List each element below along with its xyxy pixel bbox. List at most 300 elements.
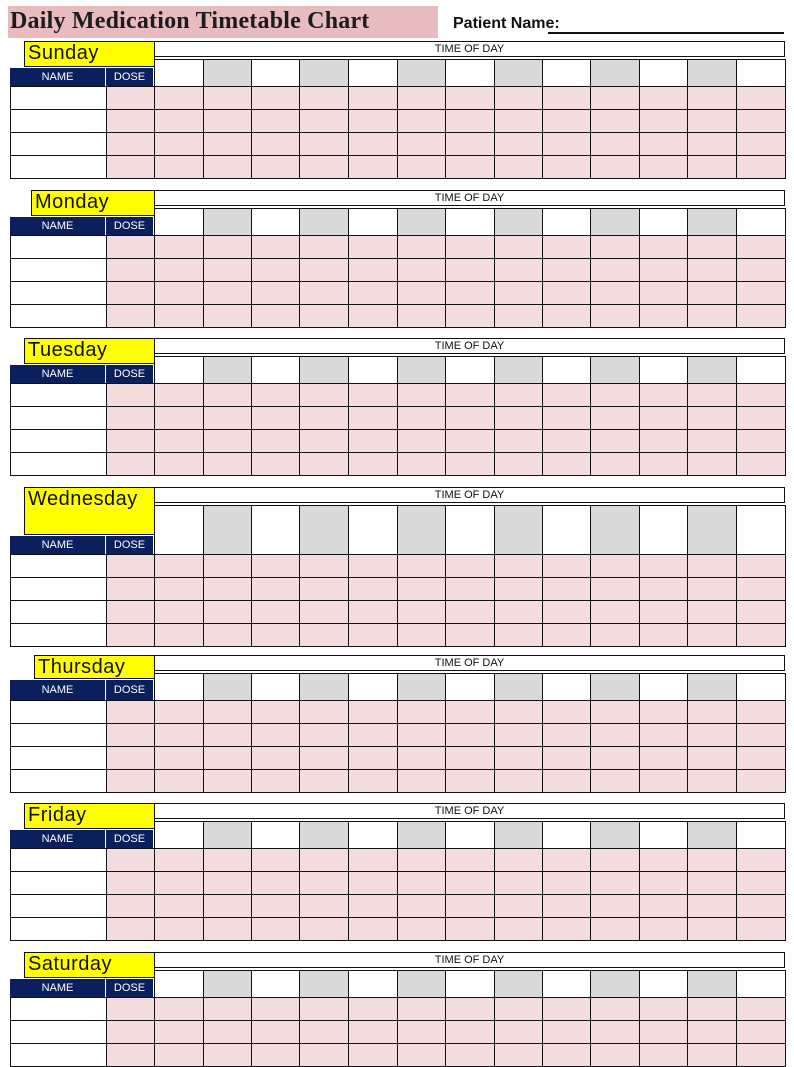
medication-time-cell[interactable] (251, 600, 300, 624)
medication-time-cell[interactable] (445, 554, 495, 578)
time-slot-cell[interactable] (639, 208, 688, 236)
medication-dose-cell[interactable] (106, 429, 155, 453)
medication-name-cell[interactable] (10, 623, 107, 647)
medication-time-cell[interactable] (590, 109, 640, 133)
medication-time-cell[interactable] (154, 109, 204, 133)
time-slot-cell[interactable] (687, 673, 737, 701)
time-slot-cell[interactable] (154, 59, 204, 87)
medication-time-cell[interactable] (203, 235, 252, 259)
medication-time-cell[interactable] (590, 281, 640, 305)
medication-name-cell[interactable] (10, 1020, 107, 1044)
medication-time-cell[interactable] (251, 1020, 300, 1044)
medication-time-cell[interactable] (687, 281, 737, 305)
time-slot-cell[interactable] (736, 821, 786, 849)
time-slot-cell[interactable] (397, 59, 446, 87)
medication-time-cell[interactable] (397, 281, 446, 305)
medication-time-cell[interactable] (445, 109, 495, 133)
medication-time-cell[interactable] (299, 600, 349, 624)
time-slot-cell[interactable] (397, 356, 446, 384)
time-slot-cell[interactable] (251, 673, 300, 701)
medication-time-cell[interactable] (299, 258, 349, 282)
medication-time-cell[interactable] (494, 917, 543, 941)
medication-time-cell[interactable] (590, 871, 640, 895)
time-slot-cell[interactable] (445, 970, 495, 998)
time-slot-cell[interactable] (639, 970, 688, 998)
medication-dose-cell[interactable] (106, 406, 155, 430)
medication-time-cell[interactable] (542, 452, 591, 476)
medication-time-cell[interactable] (154, 746, 204, 770)
medication-time-cell[interactable] (687, 848, 737, 872)
medication-time-cell[interactable] (639, 600, 688, 624)
time-slot-cell[interactable] (687, 821, 737, 849)
medication-time-cell[interactable] (736, 577, 786, 601)
medication-time-cell[interactable] (639, 383, 688, 407)
time-slot-cell[interactable] (590, 356, 640, 384)
medication-time-cell[interactable] (445, 1043, 495, 1067)
medication-time-cell[interactable] (736, 554, 786, 578)
medication-time-cell[interactable] (736, 1043, 786, 1067)
medication-time-cell[interactable] (299, 281, 349, 305)
medication-time-cell[interactable] (348, 452, 398, 476)
time-slot-cell[interactable] (736, 970, 786, 998)
time-slot-cell[interactable] (348, 59, 398, 87)
medication-time-cell[interactable] (639, 235, 688, 259)
medication-time-cell[interactable] (542, 871, 591, 895)
medication-time-cell[interactable] (397, 623, 446, 647)
medication-time-cell[interactable] (203, 383, 252, 407)
time-slot-cell[interactable] (251, 505, 300, 555)
medication-time-cell[interactable] (639, 577, 688, 601)
medication-time-cell[interactable] (397, 155, 446, 179)
medication-time-cell[interactable] (494, 452, 543, 476)
medication-time-cell[interactable] (445, 304, 495, 328)
medication-time-cell[interactable] (299, 132, 349, 156)
time-slot-cell[interactable] (154, 673, 204, 701)
medication-time-cell[interactable] (687, 155, 737, 179)
medication-time-cell[interactable] (154, 554, 204, 578)
medication-time-cell[interactable] (445, 86, 495, 110)
medication-time-cell[interactable] (397, 452, 446, 476)
medication-time-cell[interactable] (639, 554, 688, 578)
medication-time-cell[interactable] (590, 258, 640, 282)
medication-time-cell[interactable] (251, 406, 300, 430)
medication-time-cell[interactable] (590, 700, 640, 724)
medication-dose-cell[interactable] (106, 109, 155, 133)
medication-time-cell[interactable] (687, 132, 737, 156)
medication-time-cell[interactable] (445, 1020, 495, 1044)
medication-time-cell[interactable] (445, 429, 495, 453)
medication-time-cell[interactable] (154, 700, 204, 724)
medication-time-cell[interactable] (445, 281, 495, 305)
time-slot-cell[interactable] (154, 356, 204, 384)
medication-name-cell[interactable] (10, 997, 107, 1021)
medication-dose-cell[interactable] (106, 769, 155, 793)
medication-time-cell[interactable] (203, 997, 252, 1021)
medication-time-cell[interactable] (590, 894, 640, 918)
medication-time-cell[interactable] (251, 848, 300, 872)
medication-name-cell[interactable] (10, 155, 107, 179)
medication-time-cell[interactable] (251, 746, 300, 770)
time-slot-cell[interactable] (445, 505, 495, 555)
medication-time-cell[interactable] (736, 155, 786, 179)
medication-time-cell[interactable] (299, 746, 349, 770)
medication-time-cell[interactable] (590, 623, 640, 647)
medication-time-cell[interactable] (154, 281, 204, 305)
medication-dose-cell[interactable] (106, 1020, 155, 1044)
medication-time-cell[interactable] (736, 997, 786, 1021)
medication-time-cell[interactable] (445, 577, 495, 601)
medication-time-cell[interactable] (736, 623, 786, 647)
medication-time-cell[interactable] (639, 452, 688, 476)
medication-time-cell[interactable] (590, 235, 640, 259)
medication-time-cell[interactable] (736, 429, 786, 453)
medication-time-cell[interactable] (687, 746, 737, 770)
medication-time-cell[interactable] (445, 600, 495, 624)
medication-time-cell[interactable] (542, 600, 591, 624)
medication-time-cell[interactable] (445, 235, 495, 259)
medication-time-cell[interactable] (590, 746, 640, 770)
medication-time-cell[interactable] (154, 848, 204, 872)
medication-dose-cell[interactable] (106, 235, 155, 259)
medication-time-cell[interactable] (397, 997, 446, 1021)
medication-time-cell[interactable] (494, 406, 543, 430)
medication-time-cell[interactable] (494, 997, 543, 1021)
medication-time-cell[interactable] (494, 109, 543, 133)
medication-time-cell[interactable] (590, 132, 640, 156)
medication-time-cell[interactable] (348, 155, 398, 179)
time-slot-cell[interactable] (251, 208, 300, 236)
medication-time-cell[interactable] (397, 894, 446, 918)
medication-time-cell[interactable] (299, 86, 349, 110)
medication-dose-cell[interactable] (106, 155, 155, 179)
time-slot-cell[interactable] (445, 356, 495, 384)
time-slot-cell[interactable] (445, 673, 495, 701)
medication-time-cell[interactable] (736, 281, 786, 305)
medication-time-cell[interactable] (203, 700, 252, 724)
medication-time-cell[interactable] (494, 1043, 543, 1067)
medication-time-cell[interactable] (494, 235, 543, 259)
medication-time-cell[interactable] (154, 623, 204, 647)
time-slot-cell[interactable] (445, 208, 495, 236)
medication-name-cell[interactable] (10, 600, 107, 624)
medication-time-cell[interactable] (154, 383, 204, 407)
medication-time-cell[interactable] (348, 554, 398, 578)
medication-time-cell[interactable] (687, 406, 737, 430)
medication-time-cell[interactable] (154, 769, 204, 793)
medication-time-cell[interactable] (687, 235, 737, 259)
medication-time-cell[interactable] (590, 406, 640, 430)
medication-name-cell[interactable] (10, 109, 107, 133)
medication-time-cell[interactable] (494, 700, 543, 724)
medication-time-cell[interactable] (251, 86, 300, 110)
medication-time-cell[interactable] (542, 769, 591, 793)
medication-time-cell[interactable] (494, 746, 543, 770)
medication-time-cell[interactable] (203, 871, 252, 895)
medication-time-cell[interactable] (251, 997, 300, 1021)
medication-time-cell[interactable] (154, 871, 204, 895)
medication-time-cell[interactable] (348, 997, 398, 1021)
medication-name-cell[interactable] (10, 848, 107, 872)
medication-time-cell[interactable] (203, 281, 252, 305)
medication-time-cell[interactable] (348, 623, 398, 647)
medication-time-cell[interactable] (445, 997, 495, 1021)
medication-time-cell[interactable] (154, 258, 204, 282)
medication-time-cell[interactable] (251, 769, 300, 793)
medication-time-cell[interactable] (687, 871, 737, 895)
time-slot-cell[interactable] (542, 356, 591, 384)
medication-time-cell[interactable] (542, 109, 591, 133)
medication-time-cell[interactable] (154, 917, 204, 941)
time-slot-cell[interactable] (542, 505, 591, 555)
medication-name-cell[interactable] (10, 577, 107, 601)
medication-time-cell[interactable] (736, 769, 786, 793)
medication-time-cell[interactable] (445, 917, 495, 941)
medication-time-cell[interactable] (494, 723, 543, 747)
medication-time-cell[interactable] (154, 723, 204, 747)
medication-time-cell[interactable] (736, 109, 786, 133)
time-slot-cell[interactable] (687, 59, 737, 87)
medication-time-cell[interactable] (251, 871, 300, 895)
medication-name-cell[interactable] (10, 1043, 107, 1067)
time-slot-cell[interactable] (687, 970, 737, 998)
medication-time-cell[interactable] (687, 600, 737, 624)
time-slot-cell[interactable] (251, 59, 300, 87)
medication-time-cell[interactable] (590, 997, 640, 1021)
medication-time-cell[interactable] (348, 871, 398, 895)
medication-time-cell[interactable] (687, 452, 737, 476)
medication-time-cell[interactable] (348, 109, 398, 133)
medication-name-cell[interactable] (10, 132, 107, 156)
medication-time-cell[interactable] (348, 746, 398, 770)
time-slot-cell[interactable] (299, 821, 349, 849)
medication-time-cell[interactable] (348, 132, 398, 156)
medication-time-cell[interactable] (203, 132, 252, 156)
medication-name-cell[interactable] (10, 452, 107, 476)
medication-name-cell[interactable] (10, 235, 107, 259)
medication-time-cell[interactable] (203, 304, 252, 328)
time-slot-cell[interactable] (590, 970, 640, 998)
medication-time-cell[interactable] (736, 304, 786, 328)
medication-time-cell[interactable] (687, 917, 737, 941)
medication-dose-cell[interactable] (106, 871, 155, 895)
time-slot-cell[interactable] (494, 208, 543, 236)
medication-time-cell[interactable] (397, 109, 446, 133)
medication-time-cell[interactable] (542, 155, 591, 179)
medication-time-cell[interactable] (494, 429, 543, 453)
medication-time-cell[interactable] (542, 700, 591, 724)
time-slot-cell[interactable] (203, 356, 252, 384)
time-slot-cell[interactable] (397, 673, 446, 701)
medication-time-cell[interactable] (736, 871, 786, 895)
time-slot-cell[interactable] (299, 673, 349, 701)
medication-time-cell[interactable] (203, 1020, 252, 1044)
medication-time-cell[interactable] (590, 917, 640, 941)
medication-time-cell[interactable] (251, 917, 300, 941)
medication-time-cell[interactable] (203, 848, 252, 872)
medication-time-cell[interactable] (494, 155, 543, 179)
medication-time-cell[interactable] (639, 406, 688, 430)
medication-time-cell[interactable] (203, 894, 252, 918)
medication-time-cell[interactable] (542, 1020, 591, 1044)
medication-time-cell[interactable] (251, 700, 300, 724)
medication-time-cell[interactable] (445, 700, 495, 724)
medication-time-cell[interactable] (299, 1043, 349, 1067)
medication-time-cell[interactable] (590, 452, 640, 476)
medication-time-cell[interactable] (203, 623, 252, 647)
medication-name-cell[interactable] (10, 304, 107, 328)
time-slot-cell[interactable] (251, 356, 300, 384)
medication-time-cell[interactable] (251, 894, 300, 918)
medication-time-cell[interactable] (445, 132, 495, 156)
medication-name-cell[interactable] (10, 746, 107, 770)
medication-time-cell[interactable] (687, 258, 737, 282)
medication-time-cell[interactable] (494, 281, 543, 305)
medication-time-cell[interactable] (251, 623, 300, 647)
time-slot-cell[interactable] (445, 59, 495, 87)
medication-dose-cell[interactable] (106, 304, 155, 328)
medication-time-cell[interactable] (203, 746, 252, 770)
medication-time-cell[interactable] (397, 848, 446, 872)
medication-time-cell[interactable] (299, 723, 349, 747)
medication-time-cell[interactable] (299, 1020, 349, 1044)
medication-dose-cell[interactable] (106, 281, 155, 305)
medication-time-cell[interactable] (590, 577, 640, 601)
medication-time-cell[interactable] (687, 700, 737, 724)
medication-time-cell[interactable] (639, 155, 688, 179)
medication-time-cell[interactable] (154, 997, 204, 1021)
medication-time-cell[interactable] (348, 429, 398, 453)
medication-time-cell[interactable] (203, 258, 252, 282)
medication-time-cell[interactable] (736, 894, 786, 918)
medication-time-cell[interactable] (494, 769, 543, 793)
time-slot-cell[interactable] (542, 821, 591, 849)
medication-time-cell[interactable] (154, 1020, 204, 1044)
medication-time-cell[interactable] (494, 600, 543, 624)
medication-time-cell[interactable] (736, 86, 786, 110)
medication-dose-cell[interactable] (106, 86, 155, 110)
time-slot-cell[interactable] (154, 505, 204, 555)
medication-time-cell[interactable] (687, 1020, 737, 1044)
time-slot-cell[interactable] (299, 208, 349, 236)
medication-time-cell[interactable] (397, 86, 446, 110)
medication-time-cell[interactable] (299, 997, 349, 1021)
medication-time-cell[interactable] (639, 623, 688, 647)
medication-time-cell[interactable] (736, 383, 786, 407)
time-slot-cell[interactable] (639, 59, 688, 87)
time-slot-cell[interactable] (590, 208, 640, 236)
medication-time-cell[interactable] (348, 577, 398, 601)
medication-dose-cell[interactable] (106, 258, 155, 282)
medication-time-cell[interactable] (251, 258, 300, 282)
medication-time-cell[interactable] (736, 917, 786, 941)
medication-time-cell[interactable] (445, 406, 495, 430)
medication-time-cell[interactable] (542, 383, 591, 407)
medication-time-cell[interactable] (348, 917, 398, 941)
medication-dose-cell[interactable] (106, 452, 155, 476)
medication-time-cell[interactable] (397, 769, 446, 793)
medication-time-cell[interactable] (639, 746, 688, 770)
medication-time-cell[interactable] (542, 554, 591, 578)
time-slot-cell[interactable] (251, 970, 300, 998)
medication-time-cell[interactable] (299, 554, 349, 578)
medication-time-cell[interactable] (203, 155, 252, 179)
time-slot-cell[interactable] (348, 673, 398, 701)
time-slot-cell[interactable] (348, 970, 398, 998)
medication-time-cell[interactable] (348, 281, 398, 305)
medication-time-cell[interactable] (299, 406, 349, 430)
time-slot-cell[interactable] (348, 821, 398, 849)
medication-time-cell[interactable] (639, 132, 688, 156)
medication-time-cell[interactable] (639, 848, 688, 872)
medication-time-cell[interactable] (542, 623, 591, 647)
medication-dose-cell[interactable] (106, 600, 155, 624)
medication-time-cell[interactable] (590, 429, 640, 453)
medication-time-cell[interactable] (397, 554, 446, 578)
medication-time-cell[interactable] (445, 871, 495, 895)
medication-time-cell[interactable] (542, 258, 591, 282)
medication-time-cell[interactable] (542, 281, 591, 305)
medication-time-cell[interactable] (590, 86, 640, 110)
medication-time-cell[interactable] (348, 304, 398, 328)
medication-time-cell[interactable] (299, 871, 349, 895)
medication-dose-cell[interactable] (106, 132, 155, 156)
medication-time-cell[interactable] (542, 429, 591, 453)
medication-time-cell[interactable] (494, 871, 543, 895)
medication-time-cell[interactable] (639, 1020, 688, 1044)
medication-time-cell[interactable] (542, 917, 591, 941)
medication-name-cell[interactable] (10, 554, 107, 578)
time-slot-cell[interactable] (494, 821, 543, 849)
medication-time-cell[interactable] (687, 554, 737, 578)
medication-dose-cell[interactable] (106, 577, 155, 601)
medication-time-cell[interactable] (299, 700, 349, 724)
medication-time-cell[interactable] (736, 600, 786, 624)
medication-time-cell[interactable] (445, 383, 495, 407)
medication-time-cell[interactable] (203, 554, 252, 578)
time-slot-cell[interactable] (154, 970, 204, 998)
medication-time-cell[interactable] (203, 109, 252, 133)
time-slot-cell[interactable] (542, 970, 591, 998)
medication-time-cell[interactable] (494, 577, 543, 601)
medication-time-cell[interactable] (203, 406, 252, 430)
medication-time-cell[interactable] (736, 848, 786, 872)
medication-time-cell[interactable] (154, 132, 204, 156)
medication-time-cell[interactable] (154, 86, 204, 110)
medication-time-cell[interactable] (687, 623, 737, 647)
time-slot-cell[interactable] (736, 673, 786, 701)
time-slot-cell[interactable] (736, 59, 786, 87)
medication-time-cell[interactable] (397, 258, 446, 282)
medication-time-cell[interactable] (736, 258, 786, 282)
medication-name-cell[interactable] (10, 429, 107, 453)
medication-time-cell[interactable] (639, 769, 688, 793)
medication-time-cell[interactable] (348, 86, 398, 110)
medication-time-cell[interactable] (251, 109, 300, 133)
medication-time-cell[interactable] (590, 1043, 640, 1067)
medication-time-cell[interactable] (397, 235, 446, 259)
patient-name-field[interactable] (548, 32, 784, 34)
time-slot-cell[interactable] (397, 208, 446, 236)
medication-time-cell[interactable] (542, 746, 591, 770)
medication-time-cell[interactable] (251, 723, 300, 747)
medication-time-cell[interactable] (590, 1020, 640, 1044)
time-slot-cell[interactable] (639, 356, 688, 384)
medication-time-cell[interactable] (687, 86, 737, 110)
medication-time-cell[interactable] (154, 429, 204, 453)
time-slot-cell[interactable] (397, 821, 446, 849)
medication-time-cell[interactable] (736, 746, 786, 770)
time-slot-cell[interactable] (590, 673, 640, 701)
